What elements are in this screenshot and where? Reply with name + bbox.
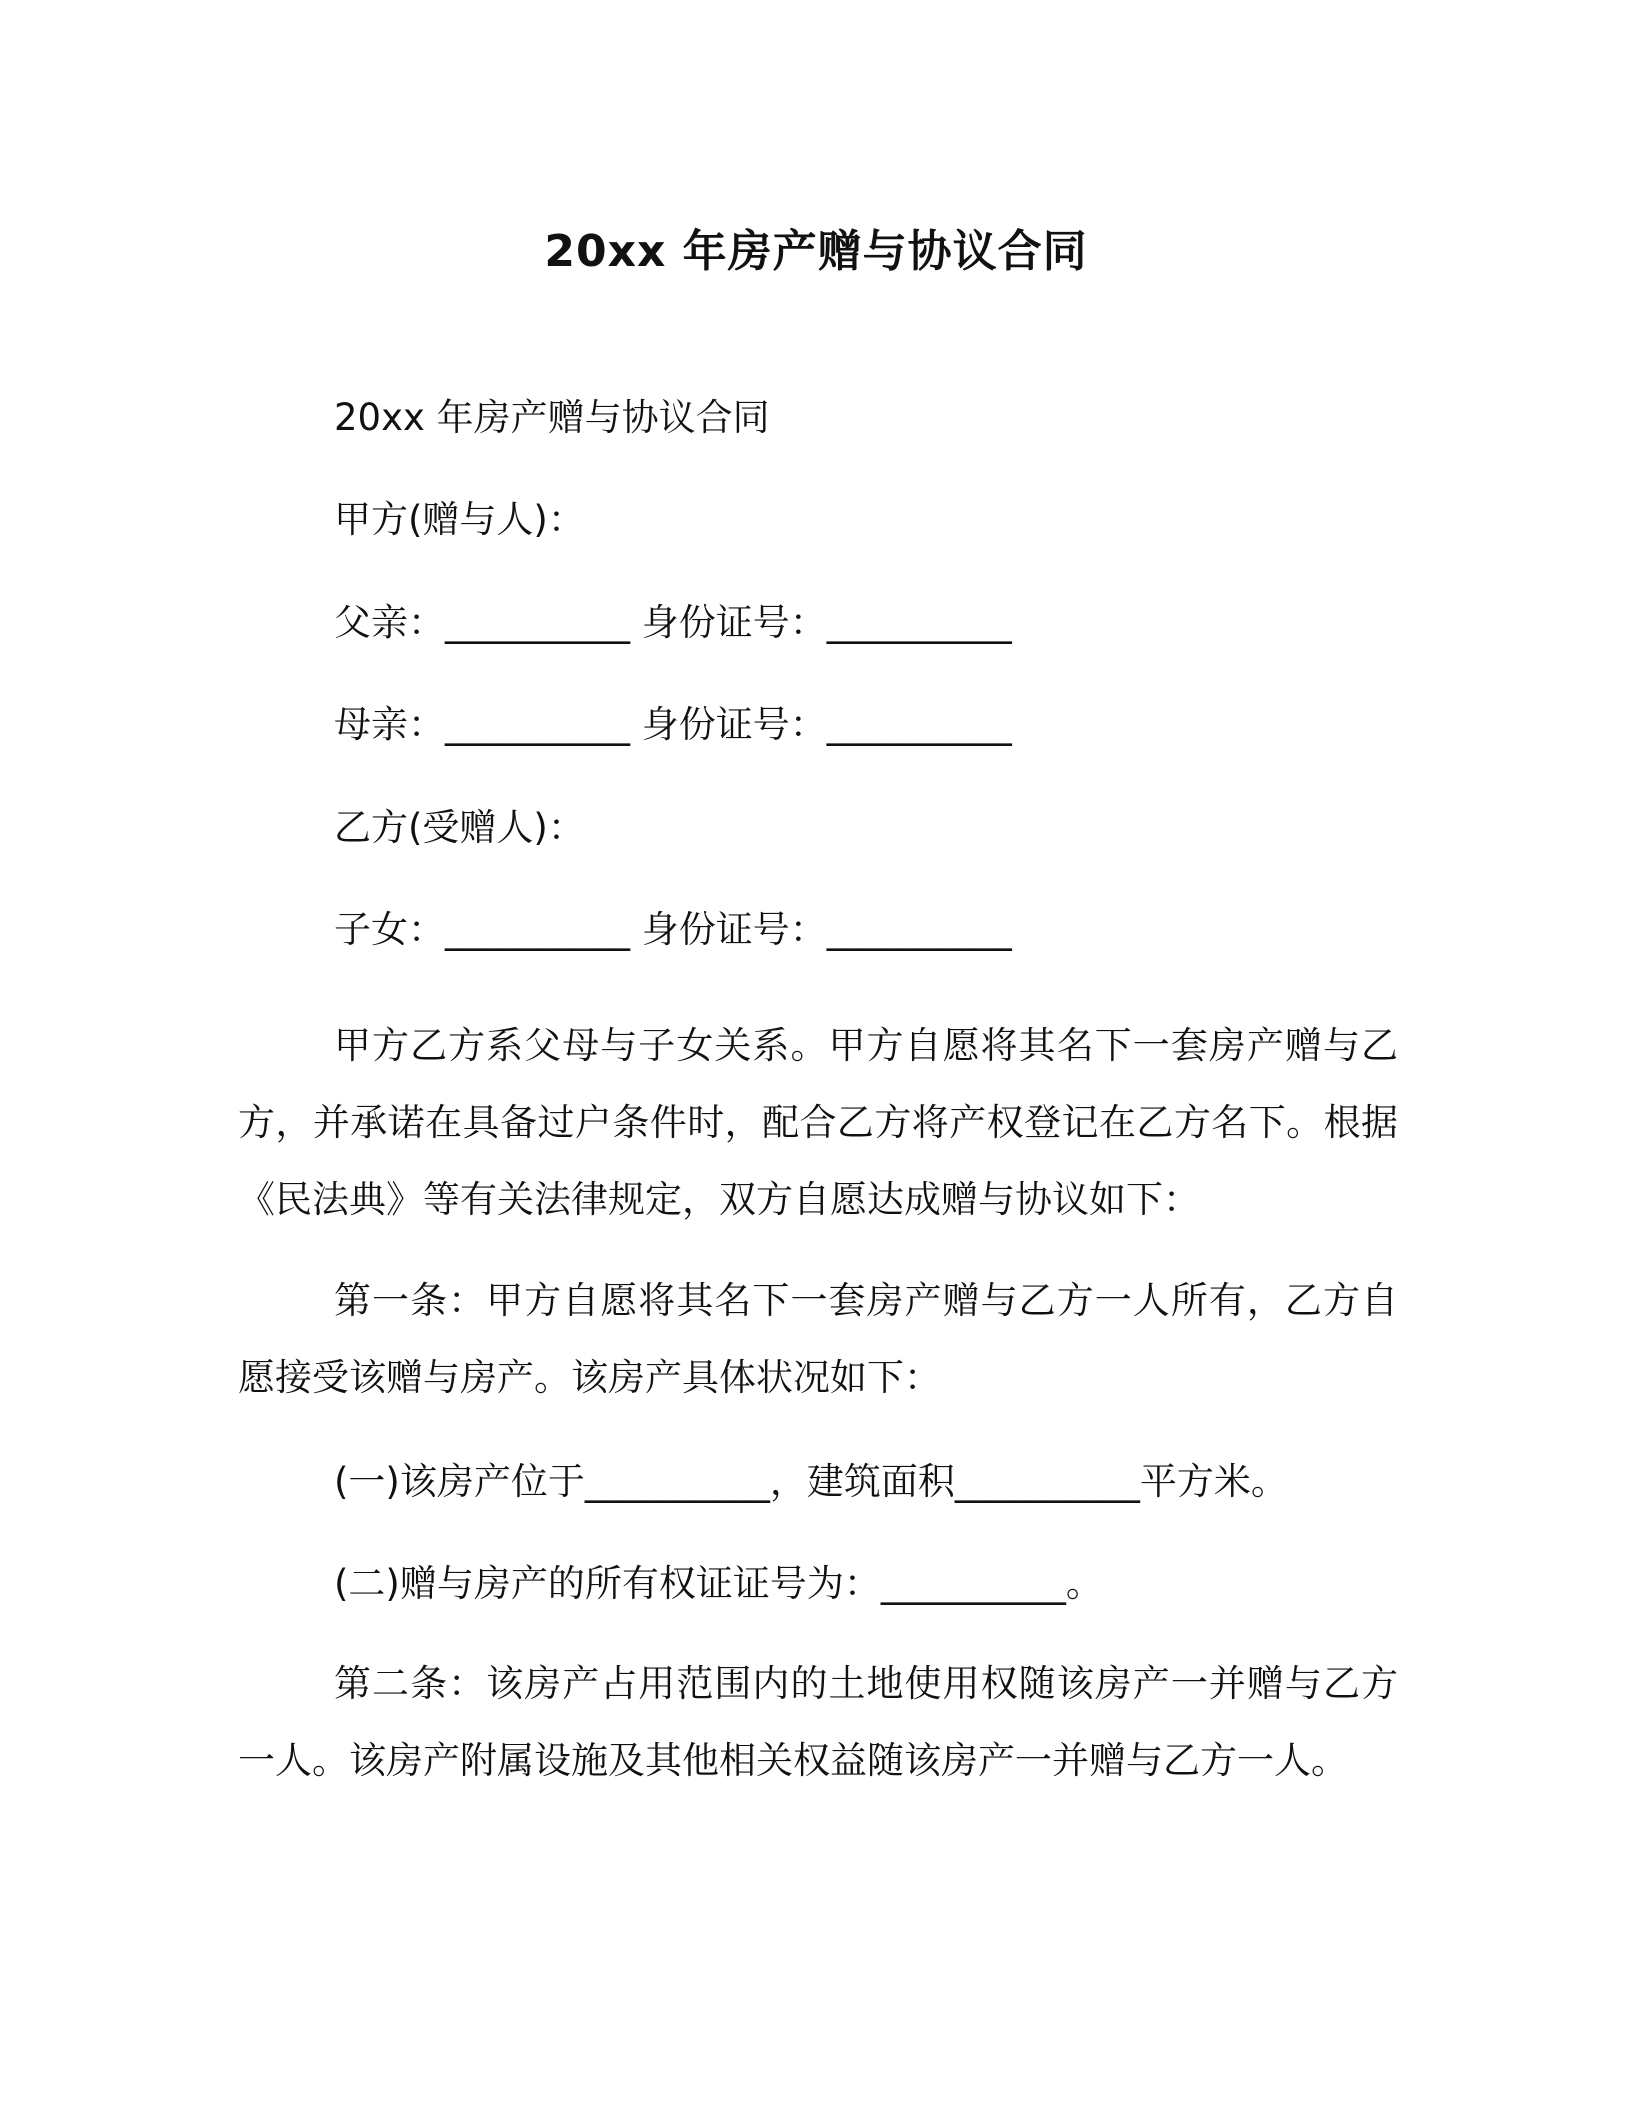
item-1-line: (一)该房产位于__________，建筑面积__________平方米。 [334,1460,1288,1503]
father-line: 父亲：__________ 身份证号：__________ [334,601,1012,644]
item-2-line: (二)赠与房产的所有权证证号为：__________。 [334,1562,1103,1605]
document-subtitle: 20xx 年房产赠与协议合同 [334,396,770,439]
document-title: 20xx 年房产赠与协议合同 [544,226,1088,277]
child-line: 子女：__________ 身份证号：__________ [334,908,1012,951]
article-2-paragraph: 第二条：该房产占用范围内的土地使用权随该房产一并赠与乙方一人。该房产附属设施及其他相关权益随该房产一并赠与乙方一人。 [238,1662,1398,1782]
intro-paragraph: 甲方乙方系父母与子女关系。甲方自愿将其名下一套房产赠与乙方，并承诺在具备过户条件时，配合乙方将产权登记在乙方名下。根据《民法典》等有关法律规定，双方自愿达成赠与协议如下： [238,1024,1398,1221]
party-a-heading: 甲方(赠与人)： [334,498,585,541]
party-b-heading: 乙方(受赠人)： [334,806,585,849]
mother-line: 母亲：__________ 身份证号：__________ [334,703,1012,746]
article-1-paragraph: 第一条：甲方自愿将其名下一套房产赠与乙方一人所有，乙方自愿接受该赠与房产。该房产具体状况如下： [238,1279,1398,1399]
